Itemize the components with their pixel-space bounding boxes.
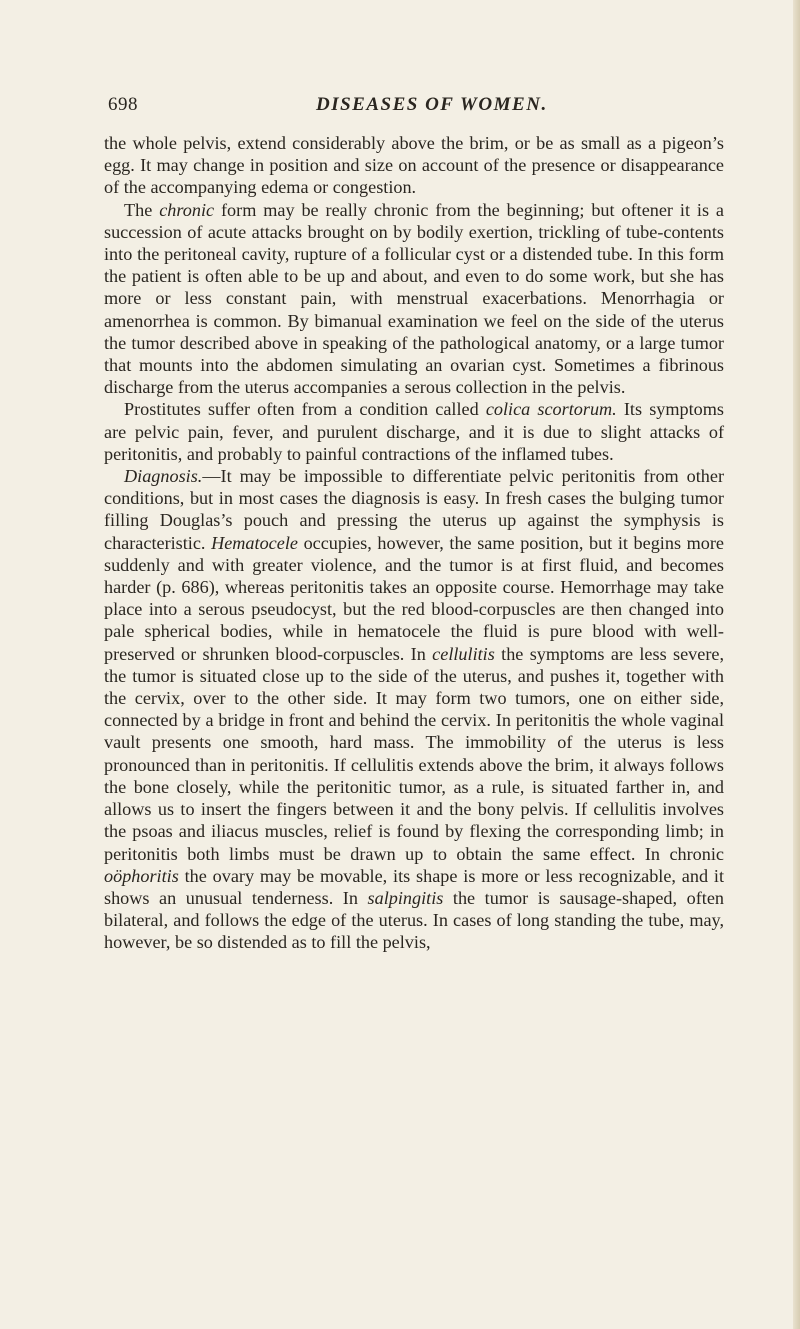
paragraph-2: The chronic form may be really chronic from the beginning; but oftener it is a succession of acute attacks brought on by bodily exertion, trickling of tube-contents into the peritoneal cavity, rupture of a follicular cyst or a distended tube. In this form the patient is often able to be up and about, and even to do some work, but she has more or less constant pain, with menstrual exacerbations. Menorrhagia or amenorrhea is common. By bimanual examination we feel on the side of the uterus the tumor described above in speaking of the pathological anatomy, or a large tumor that mounts into the abdomen simulating an ovarian cyst. Sometimes a fibrinous discharge from the uterus accompanies a serous collection in the pelvis. bbox=[104, 199, 725, 398]
page-edge bbox=[793, 0, 800, 1329]
term-oophoritis: oöphoritis bbox=[104, 865, 179, 886]
book-page bbox=[104, 94, 724, 954]
paragraph-diagnosis: Diagnosis.—It may be impossible to differentiate pelvic peritonitis from other conditions, but in most cases the diagnosis is easy. In fresh cases the bulging tumor filling Douglas’s pouch and pressing the uterus up against the symphysis is characteristic. Hematocele occupies, however, the same position, but it begins more suddenly and with greater violence, and the tumor is at first fluid, and becomes harder (p. 686), whereas peritonitis takes an opposite course. Hemorrhage may take place into a serous pseudocyst, but the red blood-corpuscles are then changed into pale spherical bodies, while in hematocele the fluid is pure blood with well-preserved or shrunken blood-corpuscles. In cellulitis the symptoms are less severe, the tumor is situated close up to the side of the uterus, and pushes it, together with the cervix, over to the other side. It may form two tumors, one on either side, connected by a bridge in front and behind the cervix. In peritonitis the whole vaginal vault presents one smooth, hard mass. The immobility of the uterus is less pronounced than in peritonitis. If cellulitis extends above the brim, it always follows the bone closely, while the peritonitic tumor, as a rule, is situated farther in, and allows us to insert the fingers between it and the bony pelvis. If cellulitis involves the psoas and iliacus muscles, relief is found by flexing the corresponding limb; in peritonitis both limbs must be drawn up to obtain the same effect. In chronic oöphoritis the ovary may be movable, its shape is more or less recognizable, and it shows an unusual tenderness. In salpingitis the tumor is sausage-shaped, often bilateral, and follows the edge of the uterus. In cases of long standing the tube, may, however, be so distended as to fill the pelvis, bbox=[104, 466, 724, 953]
page-number: 698 bbox=[108, 94, 138, 115]
paragraph-3: Prostitutes suffer often from a condition called colica scortorum. Its symptoms are pelvic pain, fever, and purulent discharge, and it is due to slight attacks of peritonitis, and probably to painful contractions of the inflamed tubes. bbox=[104, 399, 724, 464]
term-salpingitis: salpingitis bbox=[367, 887, 444, 908]
term-colica-scortorum: colica scortorum. bbox=[485, 399, 617, 420]
body-text bbox=[104, 132, 724, 954]
running-title: DISEASES OF WOMEN. bbox=[316, 94, 548, 115]
term-hematocele: Hematocele bbox=[211, 532, 298, 553]
term-chronic: chronic bbox=[159, 199, 215, 220]
section-heading-diagnosis: Diagnosis. bbox=[124, 466, 203, 487]
running-header bbox=[104, 94, 724, 122]
term-cellulitis: cellulitis bbox=[432, 643, 495, 664]
paragraph-1: the whole pelvis, extend considerably above the brim, or be as small as a pigeon’s egg. It may change in position and size on account of the presence or disappearance of the accompanying edema or congestion. bbox=[104, 133, 724, 198]
